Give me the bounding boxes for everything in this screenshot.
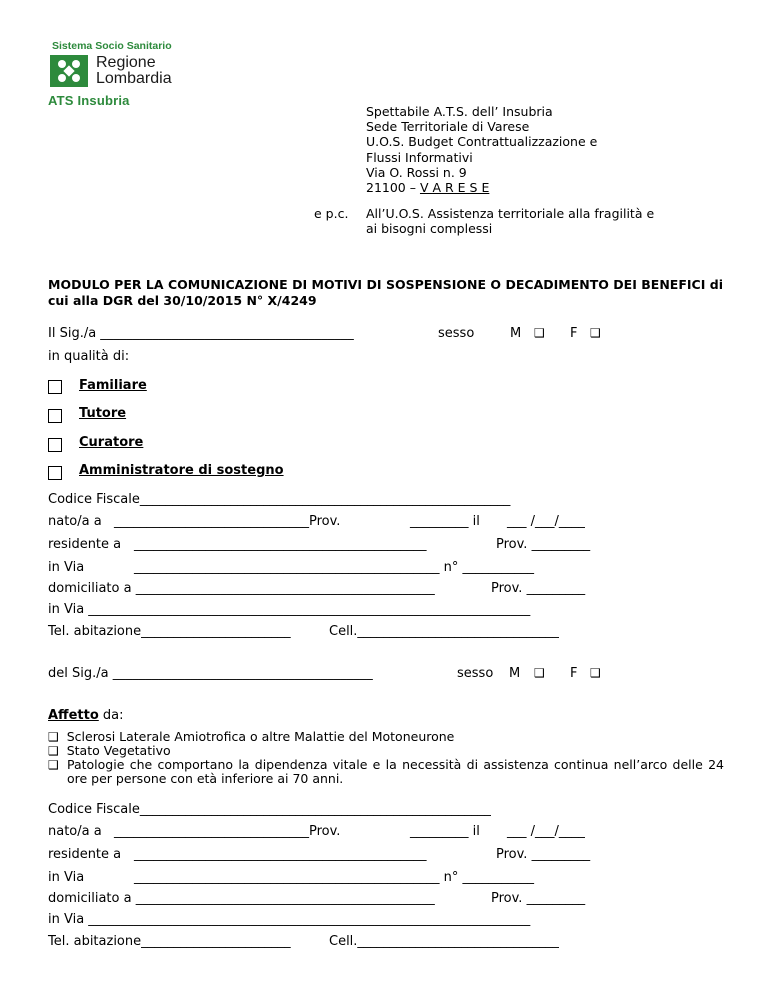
form-title: MODULO PER LA COMUNICAZIONE DI MOTIVI DI SOSPENSIONE O DECADIMENTO DEI BENEFICI di cui alla DGR del 30/10/2015 N° X/4249	[48, 277, 723, 308]
regione-lombardia-logo-icon	[50, 55, 88, 87]
patient-residence-field[interactable]: _____________________________________________	[134, 847, 427, 862]
patient-domicile-field[interactable]: domiciliato a ______________________________________________	[48, 891, 435, 906]
applicant-sex-f-label: F	[570, 326, 578, 341]
condition-checkbox-patologie[interactable]: ❑	[48, 758, 59, 772]
address-line: Spettabile A.T.S. dell’ Insubria	[366, 104, 553, 119]
condition-checkbox-sla[interactable]: ❑	[48, 730, 59, 744]
affetto-label: Affetto	[48, 708, 99, 723]
city-prefix: 21100 –	[366, 180, 420, 196]
applicant-name-field[interactable]: Il Sig./a _______________________________________	[48, 326, 354, 341]
cc-line: ai bisogni complessi	[366, 221, 493, 237]
patient-residente-label: residente a	[48, 847, 122, 862]
condition-item-patologie	[48, 758, 724, 786]
logo-system-label: Sistema Socio Sanitario	[52, 40, 172, 52]
cc-line: All’U.O.S. Assistenza territoriale alla fragilità e	[366, 206, 655, 221]
patient-birth-prov-field[interactable]: _________ il	[410, 824, 480, 839]
patient-sex-f-label: F	[570, 666, 578, 681]
applicant-domicile-prov-field[interactable]: Prov. _________	[491, 581, 586, 596]
patient-residence-prov-field[interactable]: Prov. _________	[496, 847, 591, 862]
patient-birth-date-field[interactable]: ___ /___/____	[507, 824, 585, 839]
patient-sex-m-checkbox[interactable]: ❑	[534, 666, 545, 680]
cc-address	[366, 206, 654, 236]
role-label-tutore: Tutore	[79, 406, 127, 421]
patient-domicile-prov-field[interactable]: Prov. _________	[491, 891, 586, 906]
applicant-nato-label: nato/a a	[48, 514, 102, 529]
role-label-familiare: Familiare	[79, 378, 147, 393]
address-line: Sede Territoriale di Varese	[366, 119, 530, 135]
applicant-codice-fiscale-field[interactable]: Codice Fiscale_________________________________________________________	[48, 492, 511, 507]
cc-label: e p.c.	[314, 206, 349, 221]
city-name: V A R E S E	[419, 180, 490, 196]
patient-phone-field[interactable]: Tel. abitazione_______________________	[48, 934, 291, 949]
patient-cell-field[interactable]: Cell._______________________________	[329, 934, 559, 949]
role-checkbox-tutore[interactable]	[48, 409, 62, 423]
patient-name-field[interactable]: del Sig./a ________________________________________	[48, 666, 373, 681]
address-line: U.O.S. Budget Contrattualizzazione e	[366, 134, 598, 150]
role-checkbox-familiare[interactable]	[48, 380, 62, 394]
applicant-cell-field[interactable]: Cell._______________________________	[329, 624, 559, 639]
role-label-amministratore: Amministratore di sostegno	[79, 463, 284, 478]
applicant-birth-prov-field[interactable]: _________ il	[410, 514, 480, 529]
applicant-birthplace-field[interactable]: ______________________________Prov.	[114, 514, 341, 529]
patient-via-label: in Via	[48, 870, 85, 885]
address-line: Via O. Rossi n. 9	[366, 164, 467, 180]
applicant-residente-label: residente a	[48, 537, 122, 552]
role-checkbox-amministratore[interactable]	[48, 466, 62, 480]
role-label: in qualità di:	[48, 349, 130, 364]
logo-name-line1: Regione	[96, 54, 156, 71]
logo-name	[96, 55, 172, 87]
logo-ats-label: ATS Insubria	[48, 93, 130, 108]
recipient-address	[366, 104, 597, 195]
patient-sex-f-checkbox[interactable]: ❑	[590, 666, 601, 680]
patient-nato-label: nato/a a	[48, 824, 102, 839]
applicant-domicile-field[interactable]: domiciliato a ______________________________________________	[48, 581, 435, 596]
applicant-birth-date-field[interactable]: ___ /___/____	[507, 514, 585, 529]
role-checkbox-curatore[interactable]	[48, 438, 62, 452]
applicant-domicile-via-field[interactable]: in Via ____________________________________________________________________	[48, 602, 531, 617]
condition-item-vegetativo	[48, 744, 171, 758]
affetto-heading	[48, 708, 124, 723]
condition-item-sla	[48, 730, 454, 744]
patient-sex-label: sesso	[457, 666, 494, 681]
address-line: Flussi Informativi	[366, 149, 473, 165]
patient-birthplace-field[interactable]: ______________________________Prov.	[114, 824, 341, 839]
role-label-curatore: Curatore	[79, 435, 144, 450]
condition-label-vegetativo: Stato Vegetativo	[66, 743, 171, 758]
affetto-da: da:	[98, 708, 124, 723]
applicant-residence-prov-field[interactable]: Prov. _________	[496, 537, 591, 552]
condition-label-patologie: Patologie che comportano la dipendenza vitale e la necessità di assistenza continua nell’arco delle 24 ore per persone con età inferiore ai 70 anni.	[67, 757, 724, 786]
applicant-sex-f-checkbox[interactable]: ❑	[590, 326, 601, 340]
patient-via-field[interactable]: _______________________________________________ n° ___________	[134, 870, 535, 885]
condition-checkbox-vegetativo[interactable]: ❑	[48, 744, 59, 758]
condition-label-sla: Sclerosi Laterale Amiotrofica o altre Malattie del Motoneurone	[66, 729, 455, 744]
applicant-via-field[interactable]: _______________________________________________ n° ___________	[134, 560, 535, 575]
applicant-sex-m-label: M	[510, 326, 522, 341]
applicant-residence-field[interactable]: _____________________________________________	[134, 537, 427, 552]
applicant-sex-m-checkbox[interactable]: ❑	[534, 326, 545, 340]
applicant-via-label: in Via	[48, 560, 85, 575]
logo-name-line2: Lombardia	[96, 70, 172, 87]
patient-sex-m-label: M	[509, 666, 521, 681]
patient-domicile-via-field[interactable]: in Via ____________________________________________________________________	[48, 912, 531, 927]
patient-codice-fiscale-field[interactable]: Codice Fiscale______________________________________________________	[48, 802, 491, 817]
applicant-phone-field[interactable]: Tel. abitazione_______________________	[48, 624, 291, 639]
address-city-line	[366, 180, 597, 195]
applicant-sex-label: sesso	[438, 326, 475, 341]
